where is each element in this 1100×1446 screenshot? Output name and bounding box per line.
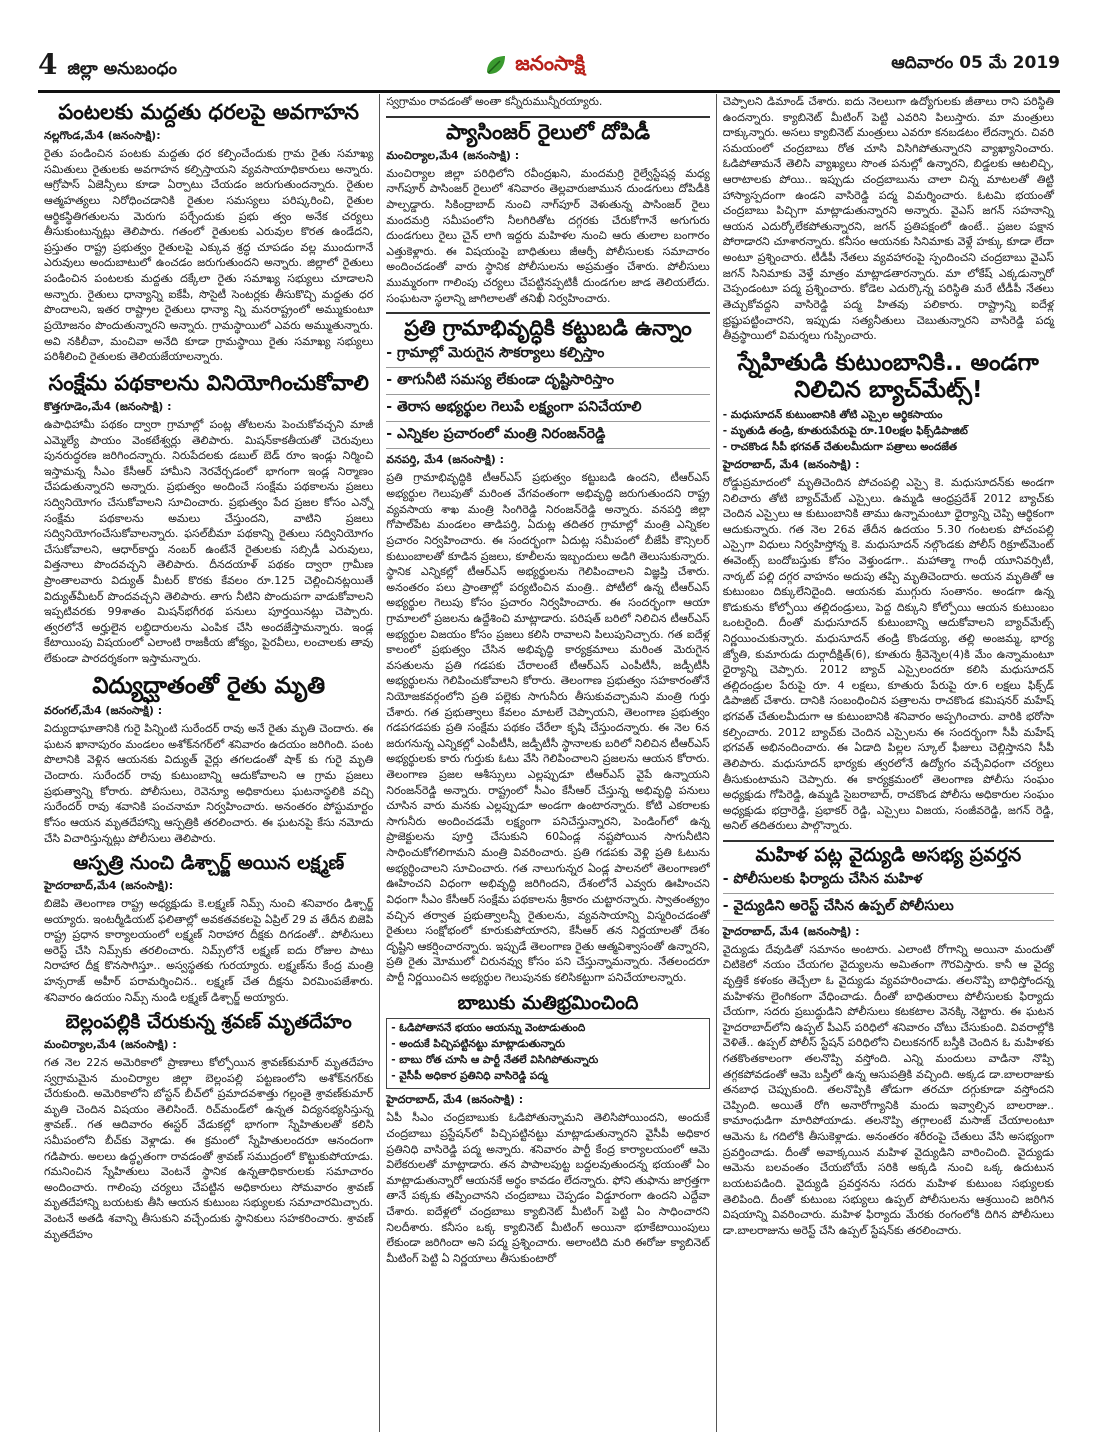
article-body: వైద్యుడు దేవుడితో సమానం అంటారు. ఎలాంటి రోగాన్ని అయినా మందుతో చిటికెలో నయం చేయగల వైద్యులను అమితంగా గౌరవిస్తారు. కానీ ఆ వైద్య వృత్తికే కళంకం తెచ్చేలా ఓ వైద్యుడు వ్యవహరించాడు. తలనొప్పి బాధిస్తోందన్న మహిళను లైంగికంగా వేధించాడు. దీంతో బాధితురాలు పోలీసులకు ఫిర్యాదు చేయగా, సదరు ప్రబుద్ధుడిని పోలీసులు కటకటాల వెనక్కి నెట్టారు. ఈ ఘటన హైదరాబాద్‌లోని ఉప్పల్‌ పీఎస్‌ పరిధిలో శనివారం చోటు చేసుకుంది. వివరాల్లోకి వెళితే.. ఉప్పల్‌ పోలీస్‌ స్టేషన్‌ పరిధిలోని చిలుకనగర్‌ బస్తీకి చెందిన ఓ మహిళకు గతకొంతకాలంగా తలనొప్పి వస్తోంది. ఎన్ని మందులు వాడినా నొప్పి తగ్గకపోవడంతో ఆమె బస్తీలో ఉన్న ఆసుపత్రికి వచ్చింది. అక్కడ డా.బాలరాజుకు తనబాధ చెప్పుకుంది. తలనొప్పికి తోడుగా తరచూ దగ్గుకూడా వస్తోందని చెప్పింది. అయితే రోగి అనారోగ్యానికి మందు ఇవ్వాల్సిన బాలరాజు.. కామాంధుడిగా మారిపోయాడు. తలనొప్పి తగ్గాలంటే మసాజ్‌ చేయాలంటూ ఆమెను ఓ గదిలోకి తీసుకెళ్లాడు. అనంతరం శరీరంపై చేతులు వేసి అసభ్యంగా ప్రవర్తించాడు. దీంతో అవాక్కయిన మహిళ వైద్యుడిని వారించింది. వైద్యుడు ఆమెను బలవంతం చేయబోయే సరికి అక్కడి నుంచి ఒక్క ఉదుటున బయటపడింది. వైద్యుడి ప్రవర్తనను సదరు మహిళ కుటుంబ సభ్యులకు తెలిపింది. దీంతో కుటుంబ సభ్యులు ఉప్పల్‌ పోలీసులను ఆశ్రయించి జరిగిన విషయాన్ని వివరించారు. మహిళ ఫిర్యాదు మేరకు రంగంలోకి దిగిన పోలీసులు డా.బాలరాజును అరెస్ట్‌ చేసి ఉప్పల్‌ స్టేషన్‌కు తరలించారు. xyxy=(722,942,1054,1237)
article-subhead: - రాచకొండ సీపీ భగవత్‌ చేతులమీదుగా పత్రాలు అందజేత xyxy=(722,440,958,453)
article-subhead: - తాగునీటి సమస్య లేకుండా దృష్టిసారిస్తాం xyxy=(386,372,709,395)
article-dateline: నల్లగొండ,మే4 (జనంసాక్షి): xyxy=(44,129,161,143)
article-subhead: - వైద్యుడిని అరెస్ట్‌ చేసిన ఉప్పల్‌ పోలీసులు xyxy=(723,898,1054,921)
article-headline: మహిళ పట్ల వైద్యుడి అసభ్య ప్రవర్తన xyxy=(723,840,1054,867)
article-subhead: - మృతుడి తండ్రి, కూతురుపేరుపై రూ.10లక్షల ఫిక్స్‌డిపాజిట్‌ xyxy=(722,424,968,437)
newspaper-logo xyxy=(483,51,585,80)
article-subhead: - తెరాస అభ్యర్థుల గెలుపే లక్ష్యంగా పనిచేయాలి xyxy=(386,399,709,422)
article-dateline: వరంగల్‌,మే4 (జనంసాక్షి) : xyxy=(44,704,163,718)
article-headline: పంటలకు మద్దతు ధరలపై అవగాహన xyxy=(58,100,360,124)
article-subhead: - అందుకే పిచ్చిపట్టినట్టు మాట్లాడుతున్నారు xyxy=(391,1038,566,1051)
article-body: మంచిర్యాల జిల్లా పరిధిలోని రవీంద్రఖని, మందమర్రి రైల్వేస్టేషన్ల మధ్య నాగ్‌పూర్‌ పాసింజర్‌ రైలులో శనివారం తెల్లవారుజామున దుండగులు దోపిడీకి పాల్పడ్డారు. సికింద్రాబాద్‌ నుంచి నాగ్‌పూర్‌ వెళుతున్న పాసింజర్‌ రైలు మందమర్రి సమీపంలోని నీలగిరితోట దగ్గరకు చేరుకోగానే అగుగురు దుండగులు రైలు చైన్‌ లాగి ఇద్దరు మహిళల నుంచి ఆరు తులాల బంగారం ఎత్తుకెళ్లారు. ఈ విషయంపై బాధితులు జీఆర్పీ పోలీసులకు సమాచారం అందించడంతో వారు స్థానిక పోలీసులను అప్రమత్తం చేశారు. పోలీసులు ముమ్మరంగా గాలింపు చర్యలు చేపట్టినప్పటికీ దుండగుల జాడ తెలియలేదు. సంఘటనా స్థలాన్ని జాగిలాలతో తనిఖీ నిర్వహించారు. xyxy=(386,166,710,305)
continued-text: చెప్పాలని డిమాండ్‌ చేశారు. ఐదు నెలలుగా ఉద్యోగులకు జీతాలు రాని పరిస్థితి ఉందన్నారు. క్యాబినెట్‌ మీటింగ్‌ పెట్టి ఎవరిని పిలుస్తారు. మా మంత్రులు దాక్కున్నారు. అసలు క్యాబినెట్‌ మంత్రులు ఎవరూ కనబడటం లేదన్నారు. చివరి సమయంలో చంద్రబాబు రోత చూసి విసిగిపోతున్నారని వ్యాఖ్యానించారు. ఓడిపోతామనే తెలిసి వ్యాఖ్యలు సొంత పనుల్లో ఉన్నారని, బిడ్డలకు ఆటలిచ్చి, ఆరాటాలకు పోయి.. ఇప్పుడు చంద్రబాబును చాలా చిన్న మాటలతో తిట్టి హాస్యాస్పదంగా ఉండని వాసిరెడ్డి పద్మ విమర్శించారు. ఓటమి భయంతో చంద్రబాబు పిచ్చిగా మాట్లాడుతున్నారని అన్నారు. వైఎస్‌ జగన్‌ సహనాన్ని ఆయన ఎదుర్కోలేకపోతున్నారని, జగన్‌ ప్రతిపక్షంలో ఉంటే.. ప్రజల పక్షాన పోరాడారని చూశారన్నారు. కనీసం ఆయనకు సినిమాకు వెళ్లే హక్కు కూడా లేదా అంటూ ప్రశ్నించారు. టీడీపీ నేతలు వ్యవహారంపై స్పందించని చంద్రబాబు వైఎస్‌ జగన్‌ సినిమాకు వెళ్తే మాత్రం మాట్లాడతారన్నారు. మా లోకేష్‌ ఎక్కడున్నారో చెప్పండంటూ పద్మ ప్రశ్నించారు. కోడెల ఎదుర్కొన్న పరిస్థితి మరే టీడీపీ నేతలు తెచ్చుకోవద్దని వాసిరెడ్డి పద్మ హితవు పలికారు. రాష్ట్రాన్ని ఐదేళ్ల భ్రష్టుపట్టించారని, ఇప్పుడు సత్యనీతులు చెబుతున్నారని వాసిరెడ్డి పద్మ తీవ్రస్థాయిలో విమర్శలు గుప్పించారు. xyxy=(722,95,1054,343)
continued-text: స్వగ్రామం రావడంతో అంతా కన్నీరుమున్నీరయ్యారు. xyxy=(386,95,603,108)
article-body: బిజెపి తెలంగాణ రాష్ట్ర అధ్యక్షుడు కె.లక్ష్మణ్‌ నిమ్స్‌ నుంచి శనివారం డిశ్చార్జ్‌ అయ్యారు. ఇంటర్మీడియట్‌ ఫలితాల్లో అవకతవకలపై ఏప్రిల్‌ 29 వ తేదీన బిజెపి రాష్ట్ర ప్రధాన కార్యాలయంలో లక్ష్మణ్‌ నిరాహార దీక్షకు దిగడంతో.. పోలీసులు అరెస్ట్‌ చేసి నిమ్స్‌కు తరలించారు. నిమ్స్‌లోనే లక్ష్మణ్‌ ఐదు రోజుల పాటు నిరాహార దీక్ష కొనసాగిస్తూ.. అస్వస్థతకు గురయ్యారు. లక్ష్మణ్‌ను కేంద్ర మంత్రి హన్సరాజ్‌ అహీర్‌ పరామర్శించిన.. లక్ష్మణ్‌ చేత దీక్షను విరమింపజేశారు. శనివారం ఉదయం నిమ్స్‌ నుండి లక్ష్మణ్‌ డిశ్చార్జ్‌ అయ్యారు. xyxy=(44,896,374,1004)
article-subhead: - పోలీసులకు ఫిర్యాదు చేసిన మహిళ xyxy=(723,871,1054,894)
column-3 xyxy=(716,94,1060,1432)
article-headline: ప్యాసింజర్‌ రైలులో దోపిడీ xyxy=(386,116,709,145)
article xyxy=(44,673,373,846)
article-subhead: - వైసీపీ అధికార ప్రతినిధి వాసిరెడ్డి పద్మ xyxy=(391,1070,548,1083)
logo-text: జనంసాక్షి xyxy=(515,50,586,75)
article-body: విద్యుదాఘాతానికి గురై పిన్నింటి సురేందర్‌ రావు అనే రైతు మృతి చెందారు. ఈ ఘటన ఖానాపురం మండలం అశోక్‌నగర్‌లో శనివారం ఉదయం జరిగింది. పంట పొలానికి వెళ్లిన ఆయనకు విద్యుత్‌ వైర్లు తగలడంతో షాక్‌ కు గురై మృతి చెందారు. సురేందర్‌ రావు కుటుంబాన్ని ఆదుకోవాలని ఆ గ్రామ ప్రజలు ప్రభుత్వాన్ని కోరారు. పోలీసులు, రెవెన్యూ అధికారులు ఘటనాస్థలికి వచ్చి సురేందర్‌ రావు శవానికి పంచనామా నిర్వహించారు. అనంతరం పోస్టుమార్టం కోసం ఆయన మృతదేహాన్ని ఆస్పత్రికి తరలించారు. ఈ ఘటనపై కేసు నమోదు చేసి విచారిస్తున్నట్లు పోలీసులు తెలిపారు. xyxy=(44,722,374,845)
article-dateline: హైదరాబాద్‌, మే4 (జనంసాక్షి) : xyxy=(722,924,860,938)
article xyxy=(386,116,709,307)
article-subhead: - ఓడిపోతాననే భయం ఆయన్ను వెంటాడుతుంది xyxy=(391,1022,586,1035)
article-headline: బెల్లంపల్లికి చేరుకున్న శ్రవణ్‌ మృతదేహం xyxy=(65,1011,352,1034)
article-dateline: హైదరాబాద్‌, మే4 (జనంసాక్షి) : xyxy=(386,1093,524,1107)
article-subhead: - బాబు రోత చూసి ఆ పార్టీ నేతలే విసిగిపోతున్నారు xyxy=(391,1054,599,1067)
article-dateline: మంచిర్యాల,మే4 (జనంసాక్షి) : xyxy=(44,1037,177,1051)
article-dateline: వనపర్తి, మే4 (జనంసాక్షి) : xyxy=(386,453,505,467)
article-body: ఉపాధిహామీ పథకం ద్వారా గ్రామాల్లో పంట్ల తోటలను పెంచుకోవచ్చని మాజీ ఎమ్మెల్యే పాయం వెంకటేశ్వర్లు తెలిపారు. మిషన్‌కాకతీయతో చెరువులు పునరుద్ధరణ జరిగిందన్నారు. నిరుపేదలకు డబుల్‌ బెడ్‌ రూం ఇండ్లు నిర్మించి ఇస్తామన్న సీఎం కేసీఆర్‌ హామీని నెరవేర్చడంలో భాగంగా ఇండ్ల నిర్మాణం చేపడుతున్నారని అన్నారు. ప్రభుత్వం అందించే సంక్షేమ పథకాలను ప్రజలు సద్వినియోగం చేసుకోవాలని సూచించారు. ప్రభుత్వం పేద ప్రజల కోసం ఎన్నో సంక్షేమ పథకాలను అమలు చేస్తుందని, వాటిని ప్రజలు సద్వినియోగంచేసుకోవాలన్నారు. ఫసల్‌బీమా పథకాన్ని రైతులు సద్వినియోగం చేసుకోవాలని, ఆధార్‌కార్డు నంబర్‌ ఉంటేనే రైతులకు సబ్సిడీ ఎరువులు, విత్తనాలు పొందవచ్చని తెలిపారు. దీనదయాళ్‌ పథకం ద్వారా గ్రామీణ ప్రాంతాలవారు విద్యుత్‌ మీటర్‌ కొరకు కేవలం రూ.125 చెల్లించినట్లయితే విద్యుత్‌మీటర్‌ పొందవచ్చని తెలిపారు. తాగు నీటిని పొందుపగా వాడుకోవాలని ఇప్పటివరకు 99శాతం మిషన్‌భగీరథ పనులు పూర్తయినట్లు చెప్పారు. త్వరలోనే అర్హులైన లబ్ధిదారులను ఎంపిక చేసి అందజేస్తామన్నారు. ఇండ్ల కేటాయింపు విషయంలో ఎలాంటి రాజకీయ జోక్యం, పైరవీలు, లంచాలకు తావు లేకుండా పారదర్శకంగా ఇస్తామన్నారు. xyxy=(44,417,374,666)
article xyxy=(723,840,1054,1238)
article xyxy=(44,100,373,365)
article-subhead: - ఎన్నికల ప్రచారంలో మంత్రి నిరంజన్‌రెడ్డి xyxy=(386,426,709,449)
section-title: జిల్లా అనుబంధం xyxy=(67,58,178,79)
article-dateline: హైదరాబాద్‌, మే4 (జనంసాక్షి) : xyxy=(722,457,860,471)
article xyxy=(44,1011,373,1242)
article-subhead: - మధుసూదన్‌ కుటుంబానికి తోటి ఎస్సైల ఆర్థికసాయం xyxy=(722,408,943,421)
article-headline: ఆస్పత్రి నుంచి డిశ్చార్జ్‌ అయిన లక్ష్మణ్‌ xyxy=(73,852,345,875)
issue-date: ఆదివారం 05 మే 2019 xyxy=(891,53,1060,73)
article-headline: సంక్షేమ పథకాలను వినియోగించుకోవాలి xyxy=(48,370,369,395)
article xyxy=(44,852,373,1005)
article-columns xyxy=(38,94,1060,1432)
article-body: రోడ్డుప్రమాదంలో మృతిచెందిన పోచంపల్లి ఎస్సై కె. మధుసూదన్‌కు అండగా నిలిచారు తోటి బ్యాచ్‌మేట్‌ ఎస్సైలు. ఉమ్మడి ఆంధ్రప్రదేశ్‌ 2012 బ్యాచ్‌కు చెందిన ఎస్సైలు ఆ కుటుంబానికి తాము ఉన్నామంటూ ధైర్యాన్ని చెప్పి ఆర్థికంగా ఆదుకున్నారు. గత నెల 26వ తేదీన ఉదయం 5.30 గంటలకు పోచంపల్లి ఎస్సైగా విధులు నిర్వహిస్తోన్న కె. మధుసూదన్‌ నల్గొండకు పోలీస్‌ రిక్రూట్‌మెంట్‌ ఈవెంట్స్‌ బందోబస్తుకు కోసం వెళ్తుండగా.. మహాత్మా గాంధీ యూనివర్సిటీ, నార్కట్‌ పల్లి దగ్గర వాహనం అదుపు తప్పి మృతిచెందారు. అయన మృతితో ఆ కుటుంబం దిక్కులేనిదైంది. ఆయనకు ముగ్గురు సంతానం. అండగా ఉన్న కొడుకును కోల్పోయి తల్లిదండ్రులు, పెద్ద దిక్కుని కోల్పోయి ఆయన కుటుంబం ఒంటరైంది. దీంతో మధుసూదన్‌ కుటుంబాన్ని ఆదుకోవాలని బ్యాచ్‌మేట్స్‌ నిర్ణయించుకున్నారు. మధుసూదన్‌ తండ్రి కొండయ్య, తల్లి అంజమ్మ, భార్య జ్యోతి, కుమారుడు దుర్గాదీక్షిత్‌(6), కూతురు శ్రీవెన్నెల(4)కి మేం ఉన్నామంటూ ధైర్యాన్ని చెప్పారు. 2012 బ్యాచ్‌ ఎస్సైలందరూ కలిసి మధుసూదన్‌ తల్లిదండ్రుల పేరుపై రూ. 4 లక్షలు, కూతురు పేరుపై రూ.6 లక్షలు ఫిక్స్‌డ్‌ డిపాజిట్‌ చేశారు. దానికి సంబంధించిన పత్రాలను రాచకొండ కమిషనర్‌ మహేష్‌ భగవత్‌ చేతులమీదుగా ఆ కుటుంబానికి శనివారం అప్పగించారు. వారికి భరోసా కల్పించారు. 2012 బ్యాచ్‌కు చెందిన ఎస్సైలను ఈ సందర్భంగా సీపీ మహేష్‌ భగవత్‌ అభినందించారు. ఈ ఏడాది పిల్లల స్కూల్‌ ఫీజులు చెల్లిస్తానని సీపీ తెలిపారు. మధుసూదన్‌ భార్యకు త్వరలోనే ఉద్యోగం వచ్చేవిధంగా చర్యలు తీసుకుంటామని చెప్పారు. ఈ కార్యక్రమంలో తెలంగాణ పోలీసు సంఘం అధ్యక్షుడు గోపిరెడ్డి, ఉమ్మడి సైబరాబాద్‌, రాచకొండ పోలీసు అధికారుల సంఘం అధ్యక్షుడు భద్రారెడ్డి, ప్రభాకర్‌ రెడ్డి, ఎస్సైలు విజయ, సంజీవరెడ్డి, జగన్‌ రెడ్డి, అనిల్‌ తదితరులు పాల్గొన్నారు. xyxy=(722,475,1054,833)
article-body: ప్రతి గ్రామాభివృద్ధికి టీఆర్‌ఎస్‌ ప్రభుత్వం కట్టుబడి ఉందని, టీఆర్‌ఎస్‌ అభ్యర్థుల గెలుపుతో మరింత వేగవంతంగా అభివృద్ధి జరుగుతుందని రాష్ట్ర వ్యవసాయ శాఖ మంత్రి సింగిరెడ్డి నిరంజన్‌రెడ్డి అన్నారు. వనపర్తి జిల్లా గోపాల్‌పేట మండలం తాడిపర్తి, ఏదుట్ల తదితర గ్రామాల్లో మంత్రి ఎన్నికల ప్రచారం నిర్వహించారు. ఈ సందర్భంగా ఏదుట్ల సమీపంలో బీజేపీ కౌన్సిలర్‌ కుటుంబాలతో కూడిన ప్రజలు, కూలీలను ఇబ్బందులు అడిగి తెలుసుకున్నారు. స్థానిక ఎన్నికల్లో టీఆర్‌ఎస్‌ అభ్యర్థులను గెలిపించాలని విజ్ఞప్తి చేశారు. అనంతరం పలు ప్రాంతాల్లో పర్యటించిన మంత్రి.. పోటీలో ఉన్న టీఆర్‌ఎస్‌ అభ్యర్థుల గెలుపు కోసం ప్రచారం నిర్వహించారు. ఈ సందర్భంగా ఆయా గ్రామాలలో ప్రజలను ఉద్దేశించి మాట్లాడారు. పరిషత్‌ బరిలో నిలిచిన టీఆర్‌ఎస్‌ అభ్యర్థుల విజయం కోసం ప్రజలు కలిసి రావాలని పిలుపునిచ్చారు. గత ఐదేళ్ల కాలంలో ప్రభుత్వం చేసిన అభివృద్ధి కార్యక్రమాలు మరింత మెరుగైన వసతులను ప్రతి గడపకు చేరాలంటే టీఆర్‌ఎస్‌ ఎంపీటీసీ, జడ్పీటీసీ అభ్యర్థులను గెలిపించుకోవాలని కోరారు. తెలంగాణ ప్రభుత్వం సహకారంతోనే నియోజకవర్గంలోని ప్రతి పల్లెకు సాగునీరు తీసుకువచ్చామని మంత్రి గుర్తు చేశారు. గత ప్రభుత్వాలు కేవలం మాటలే చెప్పాయని, తెలంగాణ ప్రభుత్వం గడపగడపకు ప్రతి సంక్షేమ పథకం చేరేలా కృషి చేస్తుందన్నారు. ఈ నెల 6న జరుగనున్న ఎన్నికల్లో ఎంపీటీసీ, జడ్పీటీసీ స్థానాలకు బరిలో నిలిచిన టీఆర్‌ఎస్‌ అభ్యర్థులకు కారు గుర్తుకు ఓటు వేసి గెలిపించాలని ప్రజలను ఆయన కోరారు. తెలంగాణ ప్రజల ఆశీస్సులు ఎల్లప్పుడూ టీఆర్‌ఎస్‌ వైపే ఉన్నాయని నిరంజన్‌రెడ్డి అన్నారు. రాష్ట్రంలో సీఎం కేసీఆర్‌ చేస్తున్న అభివృద్ధి పనులు చూసిన వారు మనకు ఎల్లప్పుడూ అండగా ఉంటారన్నారు. కోటి ఎకరాలకు సాగునీరు అందించడమే లక్ష్యంగా పనిచేస్తున్నారని, పెండింగ్‌లో ఉన్న ప్రాజెక్టులను పూర్తి చేసుకుని 60ఏండ్ల నష్టపోయిన సాగునీటిని సాధించుకోగలిగామని మంత్రి వివరించారు. ప్రతి గడపకు వెళ్లి ప్రతి ఓటును అభ్యర్థించాలని సూచించారు. గత నాలుగున్నర ఏండ్ల పాలనలో తెలంగాణలో ఊహించని విధంగా అభివృద్ధి జరిగిందని, దేశంలోనే ఎవ్వరు ఊహించని విధంగా సీఎం కేసీఆర్‌ సంక్షేమ పథకాలను శ్రీకారం చుట్టారన్నారు. స్వాతంత్య్రం వచ్చిన తర్వాత ప్రభుత్వాలన్నీ రైతులను, వ్యవసాయాన్ని విస్మరించడంతో రైతులు సంక్షోభంలో కూరుకుపోయారని, కేసీఆర్‌ తన నిర్ణయాలతో దేశం దృష్టిని ఆకర్షించారన్నారు. ఇప్పుడే తెలంగాణ రైతు ఆత్మవిశ్వాసంతో ఉన్నారని, ప్రతి రైతు మోములో చిరునవ్వు కోసం పని చేస్తున్నామన్నారు. నేతలందరూ పార్టీ నిర్ణయించిన అభ్యర్థుల గెలుపునకు కలిసికట్టుగా పనిచేయాలన్నారు. xyxy=(386,471,710,984)
article-headline: ప్రతి గ్రామాభివృద్ధికి కట్టుబడి ఉన్నాం xyxy=(386,312,709,341)
article xyxy=(723,350,1054,834)
article-dateline: కొత్తగూడెం,మే4 (జనంసాక్షి) : xyxy=(44,399,172,413)
article-dateline: మంచిర్యాల,మే4 (జనంసాక్షి) : xyxy=(386,148,520,162)
article-headline: స్నేహితుడి కుటుంబానికి.. అండగా నిలిచిన బ్యాచ్‌మేట్స్‌! xyxy=(737,349,1039,404)
article xyxy=(44,371,373,667)
article-body: ఏపీ సీఎం చంద్రబాబుకు ఓడిపోతున్నామని తెలిసిపోయిందని, అందుకే చంద్రబాబు ప్రస్టేషన్‌లో పిచ్చిపట్టినట్టు మాట్లాడుతున్నారని వైసీపీ అధికార ప్రతినిధి వాసిరెడ్డి పద్మ అన్నారు. శనివారం పార్టీ కేంద్ర కార్యాలయంలో ఆమె విలేకరులతో మాట్లాడారు. తన పాపాలపుట్ట బద్దలవుతుందన్న భయంతో ఏం మాట్లాడుతున్నారో ఆయనకే అర్థం కావడం లేదన్నారు. ఫోని తుఫాను జాగ్రత్తగా తానే పక్కకు తప్పించానని చంద్రబాబు చెప్పడం విడ్డూరంగా ఉందని ఎద్దేవా చేశారు. ఐదేళ్లలో చంద్రబాబు క్యాబినెట్‌ మీటింగ్‌ పెట్టి ఏం సాధించారని నిలదీశారు. కనీసం ఒక్క క్యాబినెట్‌ మీటింగ్‌ అయినా భూకేటాయింపులు లేకుండా జరిగిందా అని పద్మ ప్రశ్నించారు. అలాంటిది మరి ఈరోజు క్యాబినెట్‌ మీటింగ్‌ పెట్టి ఏ నిర్ణయాలు తీసుకుంటారో xyxy=(386,1111,710,1265)
article-body: గత నెల 22న అమెరికాలో ప్రాణాలు కోల్పోయిన శ్రావణ్‌కుమార్‌ మృతదేహం స్వగ్రామమైన మంచిర్యాల జిల్లా బెల్లంపల్లి పట్టణంలోని అశోక్‌నగర్‌కు చేరుకుంది. అమెరికాలోని బోస్టన్‌ బీచ్‌లో ప్రమాదవశాత్తు గల్లంతై శ్రావణ్‌కుమార్‌ మృతి చెందిన విషయం తెలిసిందే. రిచ్‌మండ్‌లో ఉన్నత విద్యనభ్యసిస్తున్న శ్రావణ్‌.. గత ఆదివారం ఈస్టర్‌ వేడుకల్లో భాగంగా స్నేహితులతో కలిసి సమీపంలోని బీచ్‌కు వెళ్లాడు. ఈ క్రమంలో స్నేహితులందరూ ఆనందంగా గడిపారు. అలలు ఉద్ధృతంగా రావడంతో శ్రావణ్‌ సముద్రంలో కొట్టుకుపోయాడు. గమనించిన స్నేహితులు వెంటనే స్థానిక ఉన్నతాధికారులకు సమాచారం అందించారు. గాలింపు చర్యలు చేపట్టిన అధికారులు సోమవారం శ్రావణ్‌ మృతదేహాన్ని బయటకు తీసి ఆయన కుటుంబ సభ్యులకు సమాచారమిచ్చారు. వెంటనే అతడి శవాన్ని తీసుకుని వచ్చేందుకు స్థానికులు సహకరించారు. శ్రావణ్‌ మృతదేహం xyxy=(44,1055,374,1241)
article-headline: విద్యుద్ఘాతంతో రైతు మృతి xyxy=(92,672,326,699)
article-dateline: హైదరాబాద్‌,మే4 (జనంసాక్షి): xyxy=(44,878,174,892)
article xyxy=(386,992,709,1267)
masthead xyxy=(38,40,1060,93)
logo-leaf-icon xyxy=(483,52,509,78)
page-number: 4 xyxy=(38,47,58,81)
article xyxy=(386,312,709,985)
column-1 xyxy=(38,94,379,1432)
masthead-left xyxy=(38,48,177,83)
article-body: రైతు పండించిన పంటకు మద్దతు ధర కల్పించేందుకు గ్రామ రైతు సమాఖ్య సమితులు రైతులకు అవగాహన కల్పిస్తాయని వ్యవసాయాధికారులు అన్నారు. ఆగ్రోపాస్‌ ఏజెన్సీలు కూడా ఏర్పాటు చేయడం జరుగుతుందన్నారు. రైతుల ఆత్మహత్యలు నిరోధించడానికి రైతుల సమస్యలు పరిష్కరించి, రైతుల ఆర్థికస్థితిగతులను మెరుగు పర్చేందుకు ప్రభు త్వం అనేక చర్యలు తీసుకుంటున్నట్లు తెలిపారు. గతంలో రైతులకు ఎరువుల కొరత ఉండేదని, ప్రస్తుతం రాష్ట్ర ప్రభుత్వం రైతులపై ఎక్కువ శ్రద్ధ చూపడం వల్ల ముందుగానే ఎరువులు అందుబాటులో ఉంచడం జరుగుతుందని అన్నారు. జిల్లాలో రైతులు పండించిన పంటలకు మద్దతు దక్కేలా రైతు సమాఖ్య సభ్యులు చూడాలని అన్నారు. రైతులు ధాన్యాన్ని ఐకేపీ, సొసైటీ సెంటర్లకు తీసుకొచ్చి మద్దతు ధర పొందాలని, ఇతర రాష్ట్రాల రైతులు ధాన్యా న్ని మనరాష్ట్రంలో అమ్ముకుంటూ ప్రయోజనం పొందుతున్నారని అన్నారు. గ్రామస్థాయిలో ఎవరు అమ్ముతున్నారు. అవి నకిలీవా, మంచివా అనేది కూడా గ్రామస్థాయి రైతు సమాఖ్య సభ్యులు పరిశీలించి రైతులకు తెలియజేయాలన్నారు. xyxy=(44,147,374,364)
column-2 xyxy=(379,94,715,1432)
article-subhead: - గ్రామాల్లో మెరుగైన సౌకర్యాలు కల్పిస్తాం xyxy=(386,345,709,368)
subhead-box xyxy=(386,1018,709,1089)
article-headline: బాబుకు మతిభ్రమించింది xyxy=(457,991,639,1014)
